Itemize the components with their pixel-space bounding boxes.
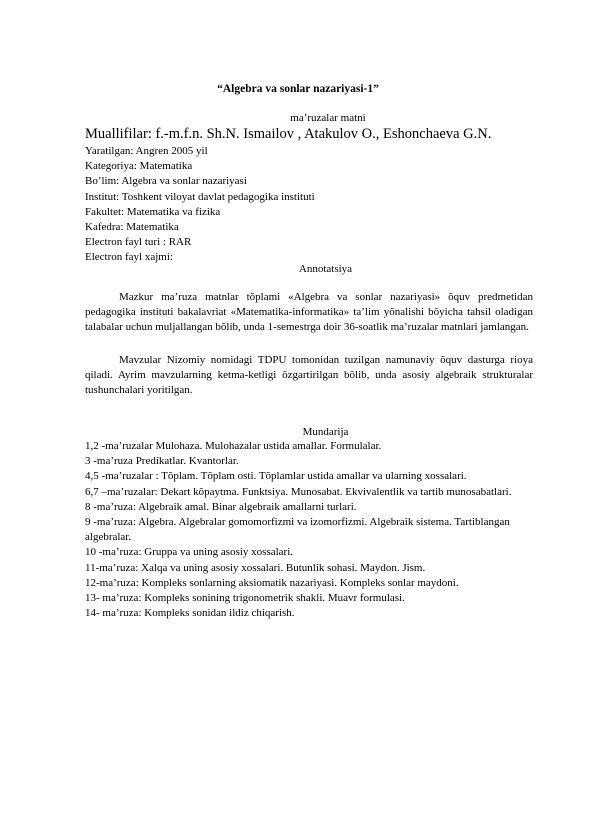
meta-department: Kafedra: Matematika bbox=[85, 220, 179, 233]
document-subtitle: ma’ruzalar matni bbox=[290, 112, 366, 124]
toc-item: 13- ma’ruza: Kompleks sonining trigonometrik shakli. Muavr formulasi. bbox=[85, 592, 405, 605]
table-of-contents bbox=[85, 439, 525, 621]
toc-item: 6,7 –ma’ruzalar: Dekart kõpaytma. Funktsiya. Munosabat. Ekvivalentlik va tartib munosabatlari. bbox=[85, 485, 512, 498]
authors-line: Muallifilar: f.-m.f.n. Sh.N. Ismailov , Atakulov O., Eshonchaeva G.N. bbox=[85, 126, 492, 142]
toc-item: 4,5 -ma’ruzalar : Tõplam. Tõplam osti. Tõplamlar ustida amallar va ularning xossalari. bbox=[85, 470, 467, 483]
toc-item: 8 -ma’ruza: Algebraik amal. Binar algebraik amallarni turlari. bbox=[85, 500, 357, 513]
meta-institute: Institut: Toshkent viloyat davlat pedagogika instituti bbox=[85, 190, 315, 203]
toc-item: 12-ma’ruza: Kompleks sonlarning aksiomatik nazariyasi. Kompleks sonlar maydoni. bbox=[85, 576, 459, 589]
document-title: “Algebra va sonlar nazariyasi-1” bbox=[217, 83, 379, 95]
meta-created: Yaratilgan: Angren 2005 yil bbox=[85, 145, 208, 157]
toc-item: 3 -ma’ruza Predikatlar. Kvantorlar. bbox=[85, 455, 239, 468]
meta-section: Bo’lim: Algebra va sonlar nazariyasi bbox=[85, 175, 247, 188]
annotation-paragraph: Mazkur ma’ruza matnlar tõplami «Algebra va sonlar nazariyasi» õquv predmetidan pedagogika instituti bakalavriat «Matematika-informatika» ta’lim yõnalishi bõyicha tahsil oladigan talabalar uchun muljallangan bõlib, unda 1-semestrga doir 36-soatlik ma’ruzalar matnlari jamlangan. bbox=[85, 291, 533, 334]
annotation-paragraph: Mavzular Nizomiy nomidagi TDPU tomonidan tuzilgan namunaviy õquv dasturga rioya qiladi. Ayrim mavzularning ketma-ketligi õzgartirilgan bõlib, unda asosiy algebraik strukturalar tushunchalari yoritilgan. bbox=[85, 354, 533, 397]
meta-file-size: Electron fayl xajmi: bbox=[85, 251, 173, 264]
metadata-list bbox=[85, 144, 315, 266]
meta-category: Kategoriya: Matematika bbox=[85, 160, 193, 173]
toc-item: 10 -ma’ruza: Gruppa va uning asosiy xossalari. bbox=[85, 546, 294, 559]
annotation-heading: Annotatsiya bbox=[298, 263, 353, 275]
meta-faculty: Fakultet: Matematika va fizika bbox=[85, 205, 221, 218]
toc-item: 11-ma’ruza: Xalqa va uning asosiy xossalari. Butunlik sohasi. Maydon. Jism. bbox=[85, 561, 426, 574]
toc-item: 14- ma’ruza: Kompleks sonidan ildiz chiqarish. bbox=[85, 607, 295, 620]
toc-item: 9 -ma’ruza: Algebra. Algebralar gomomorfizmi va izomorfizmi. Algebraik sistema. Tartiblangan algebralar. bbox=[85, 516, 510, 544]
toc-heading: Mundarija bbox=[302, 426, 349, 438]
toc-item: 1,2 -ma’ruzalar Mulohaza. Mulohazalar ustida amallar. Formulalar. bbox=[85, 440, 382, 452]
meta-file-type: Electron fayl turi : RAR bbox=[85, 236, 192, 249]
